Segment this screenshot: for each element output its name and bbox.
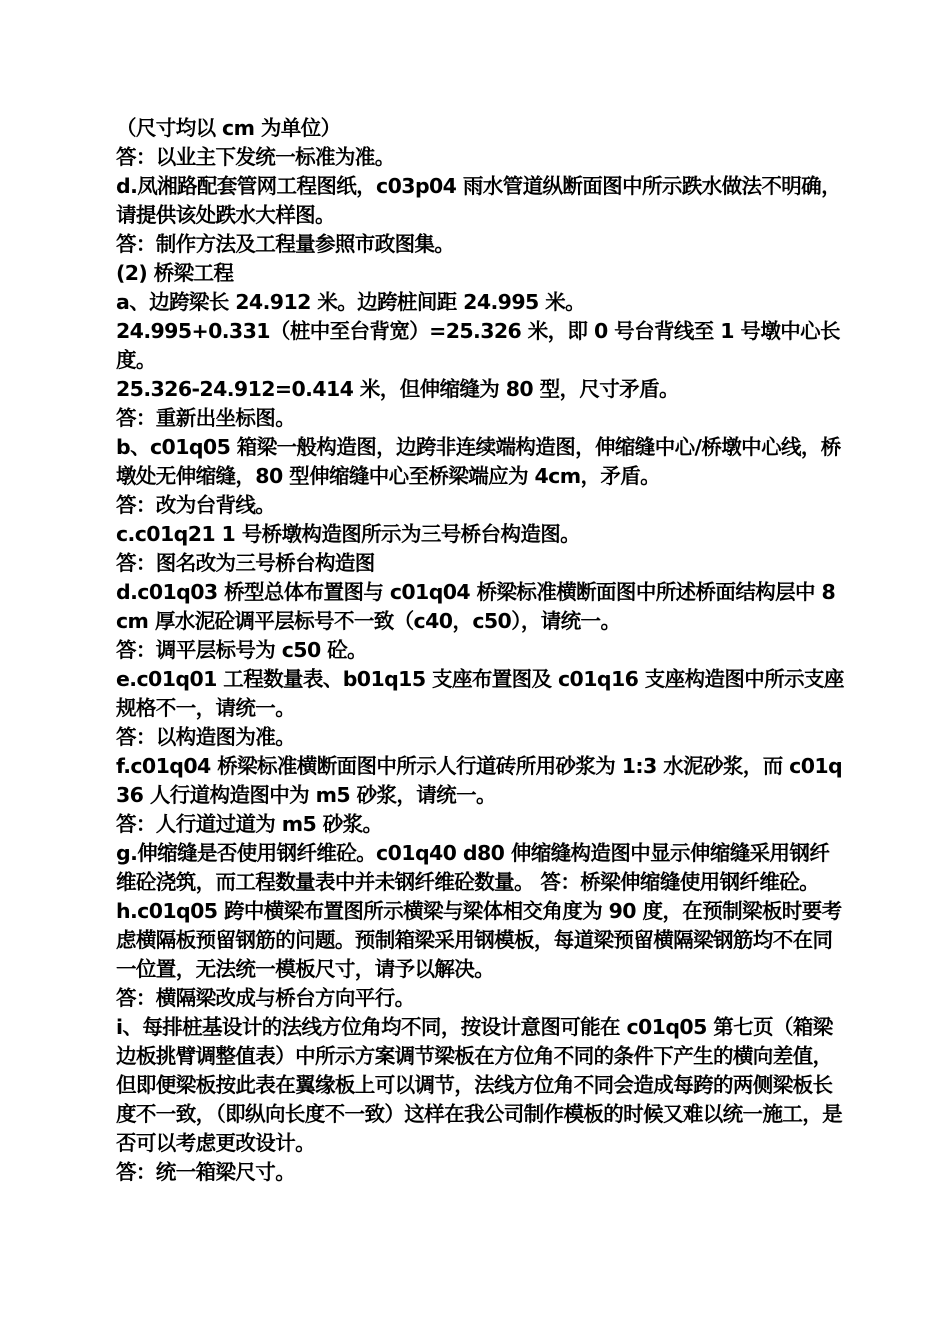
answer-paragraph: 答：调平层标号为 c50 砼。 — [116, 638, 367, 662]
paragraph: c.c01q21 1 号桥墩构造图所示为三号桥台构造图。 — [116, 522, 581, 546]
answer-paragraph: 答：以业主下发统一标准为准。 — [116, 145, 395, 169]
paragraph: （尺寸均以 cm 为单位） — [116, 116, 341, 140]
paragraph: h.c01q05 跨中横梁布置图所示横梁与梁体相交角度为 90 度，在预制梁板时要考虑横隔板预留钢筋的问题。预制箱梁采用钢模板，每道梁预留横隔梁钢筋均不在同一位置，无法统一模板尺寸，请予以解决。 — [116, 899, 842, 981]
paragraph: e.c01q01 工程数量表、b01q15 支座布置图及 c01q16 支座构造图中所示支座规格不一，请统一。 — [116, 667, 844, 720]
paragraph: b、c01q05 箱梁一般构造图，边跨非连续端构造图，伸缩缝中心/桥墩中心线，桥墩处无伸缩缝，80 型伸缩缝中心至桥梁端应为 4cm，矛盾。 — [116, 435, 841, 488]
answer-paragraph: 答：人行道过道为 m5 砂浆。 — [116, 812, 383, 836]
paragraph: i、每排桩基设计的法线方位角均不同，按设计意图可能在 c01q05 第七页（箱梁边板挑臂调整值表）中所示方案调节梁板在方位角不同的条件下产生的横向差值，但即便梁板按此表在翼缘板上可以调节，法线方位角不同会造成每跨的两侧梁板长度不一致，（即纵向长度不一致）这样在我公司制作模板的时候又难以统一施工，是否可以考虑更改设计。 — [116, 1015, 843, 1155]
paragraph: d.c01q03 桥型总体布置图与 c01q04 桥梁标准横断面图中所述桥面结构层中 8cm 厚水泥砼调平层标号不一致（c40，c50），请统一。 — [116, 580, 836, 633]
paragraph: d.凤湘路配套管网工程图纸，c03p04 雨水管道纵断面图中所示跌水做法不明确，请提供该处跌水大样图。 — [116, 174, 841, 227]
paragraph: f.c01q04 桥梁标准横断面图中所示人行道砖所用砂浆为 1:3 水泥砂浆，而 c01q36 人行道构造图中为 m5 砂浆，请统一。 — [116, 754, 843, 807]
answer-paragraph: 答：改为台背线。 — [116, 493, 276, 517]
paragraph: 24.995+0.331（桩中至台背宽）=25.326 米，即 0 号台背线至 1 号墩中心长度。 — [116, 319, 840, 372]
paragraph: 25.326-24.912=0.414 米，但伸缩缝为 80 型，尺寸矛盾。 — [116, 377, 679, 401]
answer-paragraph: 答：图名改为三号桥台构造图 — [116, 551, 375, 575]
answer-paragraph: 答：制作方法及工程量参照市政图集。 — [116, 232, 455, 256]
document-body — [116, 114, 846, 1187]
answer-paragraph: 答：重新出坐标图。 — [116, 406, 296, 430]
answer-paragraph: 答：以构造图为准。 — [116, 725, 296, 749]
paragraph: a、边跨梁长 24.912 米。边跨桩间距 24.995 米。 — [116, 290, 585, 314]
section-heading: (2) 桥梁工程 — [116, 261, 234, 285]
answer-paragraph: 答：横隔梁改成与桥台方向平行。 — [116, 986, 415, 1010]
paragraph: g.伸缩缝是否使用钢纤维砼。c01q40 d80 伸缩缝构造图中显示伸缩缝采用钢纤维砼浇筑，而工程数量表中并未钢纤维砼数量。 答：桥梁伸缩缝使用钢纤维砼。 — [116, 841, 830, 894]
answer-paragraph: 答：统一箱梁尺寸。 — [116, 1160, 296, 1184]
